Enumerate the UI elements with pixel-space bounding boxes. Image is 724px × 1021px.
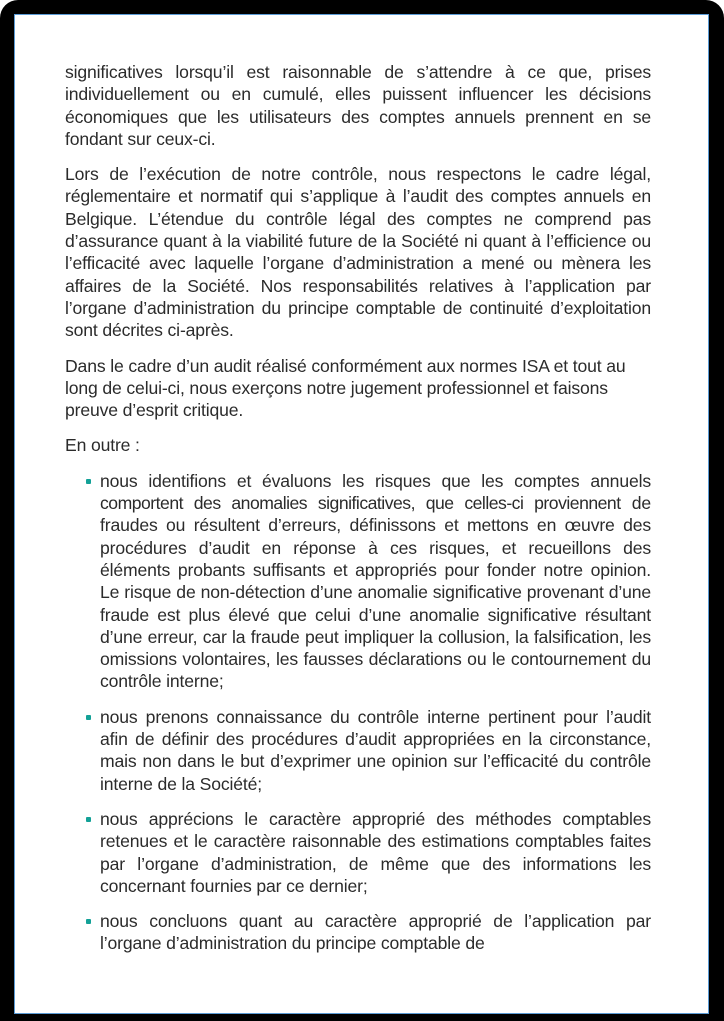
bullet-text: nous concluons quant au caractère approprié de l’application par l’organe d’administration du principe comptable de (100, 911, 651, 954)
paragraph-execution-controle: Lors de l’exécution de notre contrôle, nous respectons le cadre légal, réglementaire et normatif qui s’applique à l’audit des comptes annuels en Belgique. L’étendue du contrôle légal des comptes ne comprend pas d’assurance quant à la viabilité future de la Société ni quant à l’efficience ou l’efficacité avec laquelle l’organe d’administration a mené ou mènera les affaires de la Société. Nos responsabilités relatives à l’application par l’organe d’administration du principe comptable de continuité d’exploitation sont décrites ci-après. (65, 164, 651, 341)
document-text-body (65, 61, 651, 955)
bullet-line-1: nous identifions et évaluons les risques que les comptes annuels (100, 470, 651, 491)
bullet-dot-icon (86, 479, 91, 484)
bullet-text: nous prenons connaissance du contrôle interne pertinent pour l’audit afin de définir des procédures d’audit appropriées en la circonstance, mais non dans le but d’exprimer une opinion sur l’efficacité du contrôle interne de la Société; (100, 706, 651, 794)
paragraph-cadre-audit-isa: Dans le cadre d’un audit réalisé conformément aux normes ISA et tout au long de celui-ci, nous exerçons notre jugement professionnel et faisons preuve d’esprit critique. (65, 355, 626, 421)
list-item-controle-interne (65, 706, 651, 795)
responsibilities-bullet-list (65, 470, 651, 955)
list-item-methodes-comptables (65, 808, 651, 897)
bullet-dot-icon (86, 919, 91, 924)
bullet-line-2: comportent des anomalies significatives, que celles-ci proviennent (100, 493, 621, 514)
document-page-sheet (14, 14, 709, 1014)
bullet-dot-icon (86, 715, 91, 720)
paragraph-en-outre: En outre : (65, 435, 140, 456)
list-item-identifions-risques (65, 470, 651, 693)
bullet-remainder: de fraudes ou résultent d’erreurs, définissons et mettons en œuvre des procédures d’audit en réponse à ces risques, et recueillons des éléments probants suffisants et appropriés pour fonder notre opinion. Le risque de non-détection d’une anomalie significative provenant d’une fraude est plus élevé que celui d’une anomalie significative résultant d’une erreur, car la fraude peut impliquer la collusion, la falsification, les omissions volontaires, les fausses déclarations ou le contournement du contrôle interne; (100, 493, 651, 692)
bullet-dot-icon (86, 817, 91, 822)
paragraph-significatives: significatives lorsqu’il est raisonnable de s’attendre à ce que, prises individuellement ou en cumulé, elles puissent influencer les décisions économiques que les utilisateurs des comptes annuels prennent en se fondant sur ceux-ci. (65, 62, 651, 149)
bullet-text: nous apprécions le caractère approprié des méthodes comptables retenues et le caractère raisonnable des estimations comptables faites par l’organe d’administration, de même que des informations les concernant fournies par ce dernier; (100, 808, 651, 896)
list-item-continuite-exploitation (65, 910, 651, 955)
